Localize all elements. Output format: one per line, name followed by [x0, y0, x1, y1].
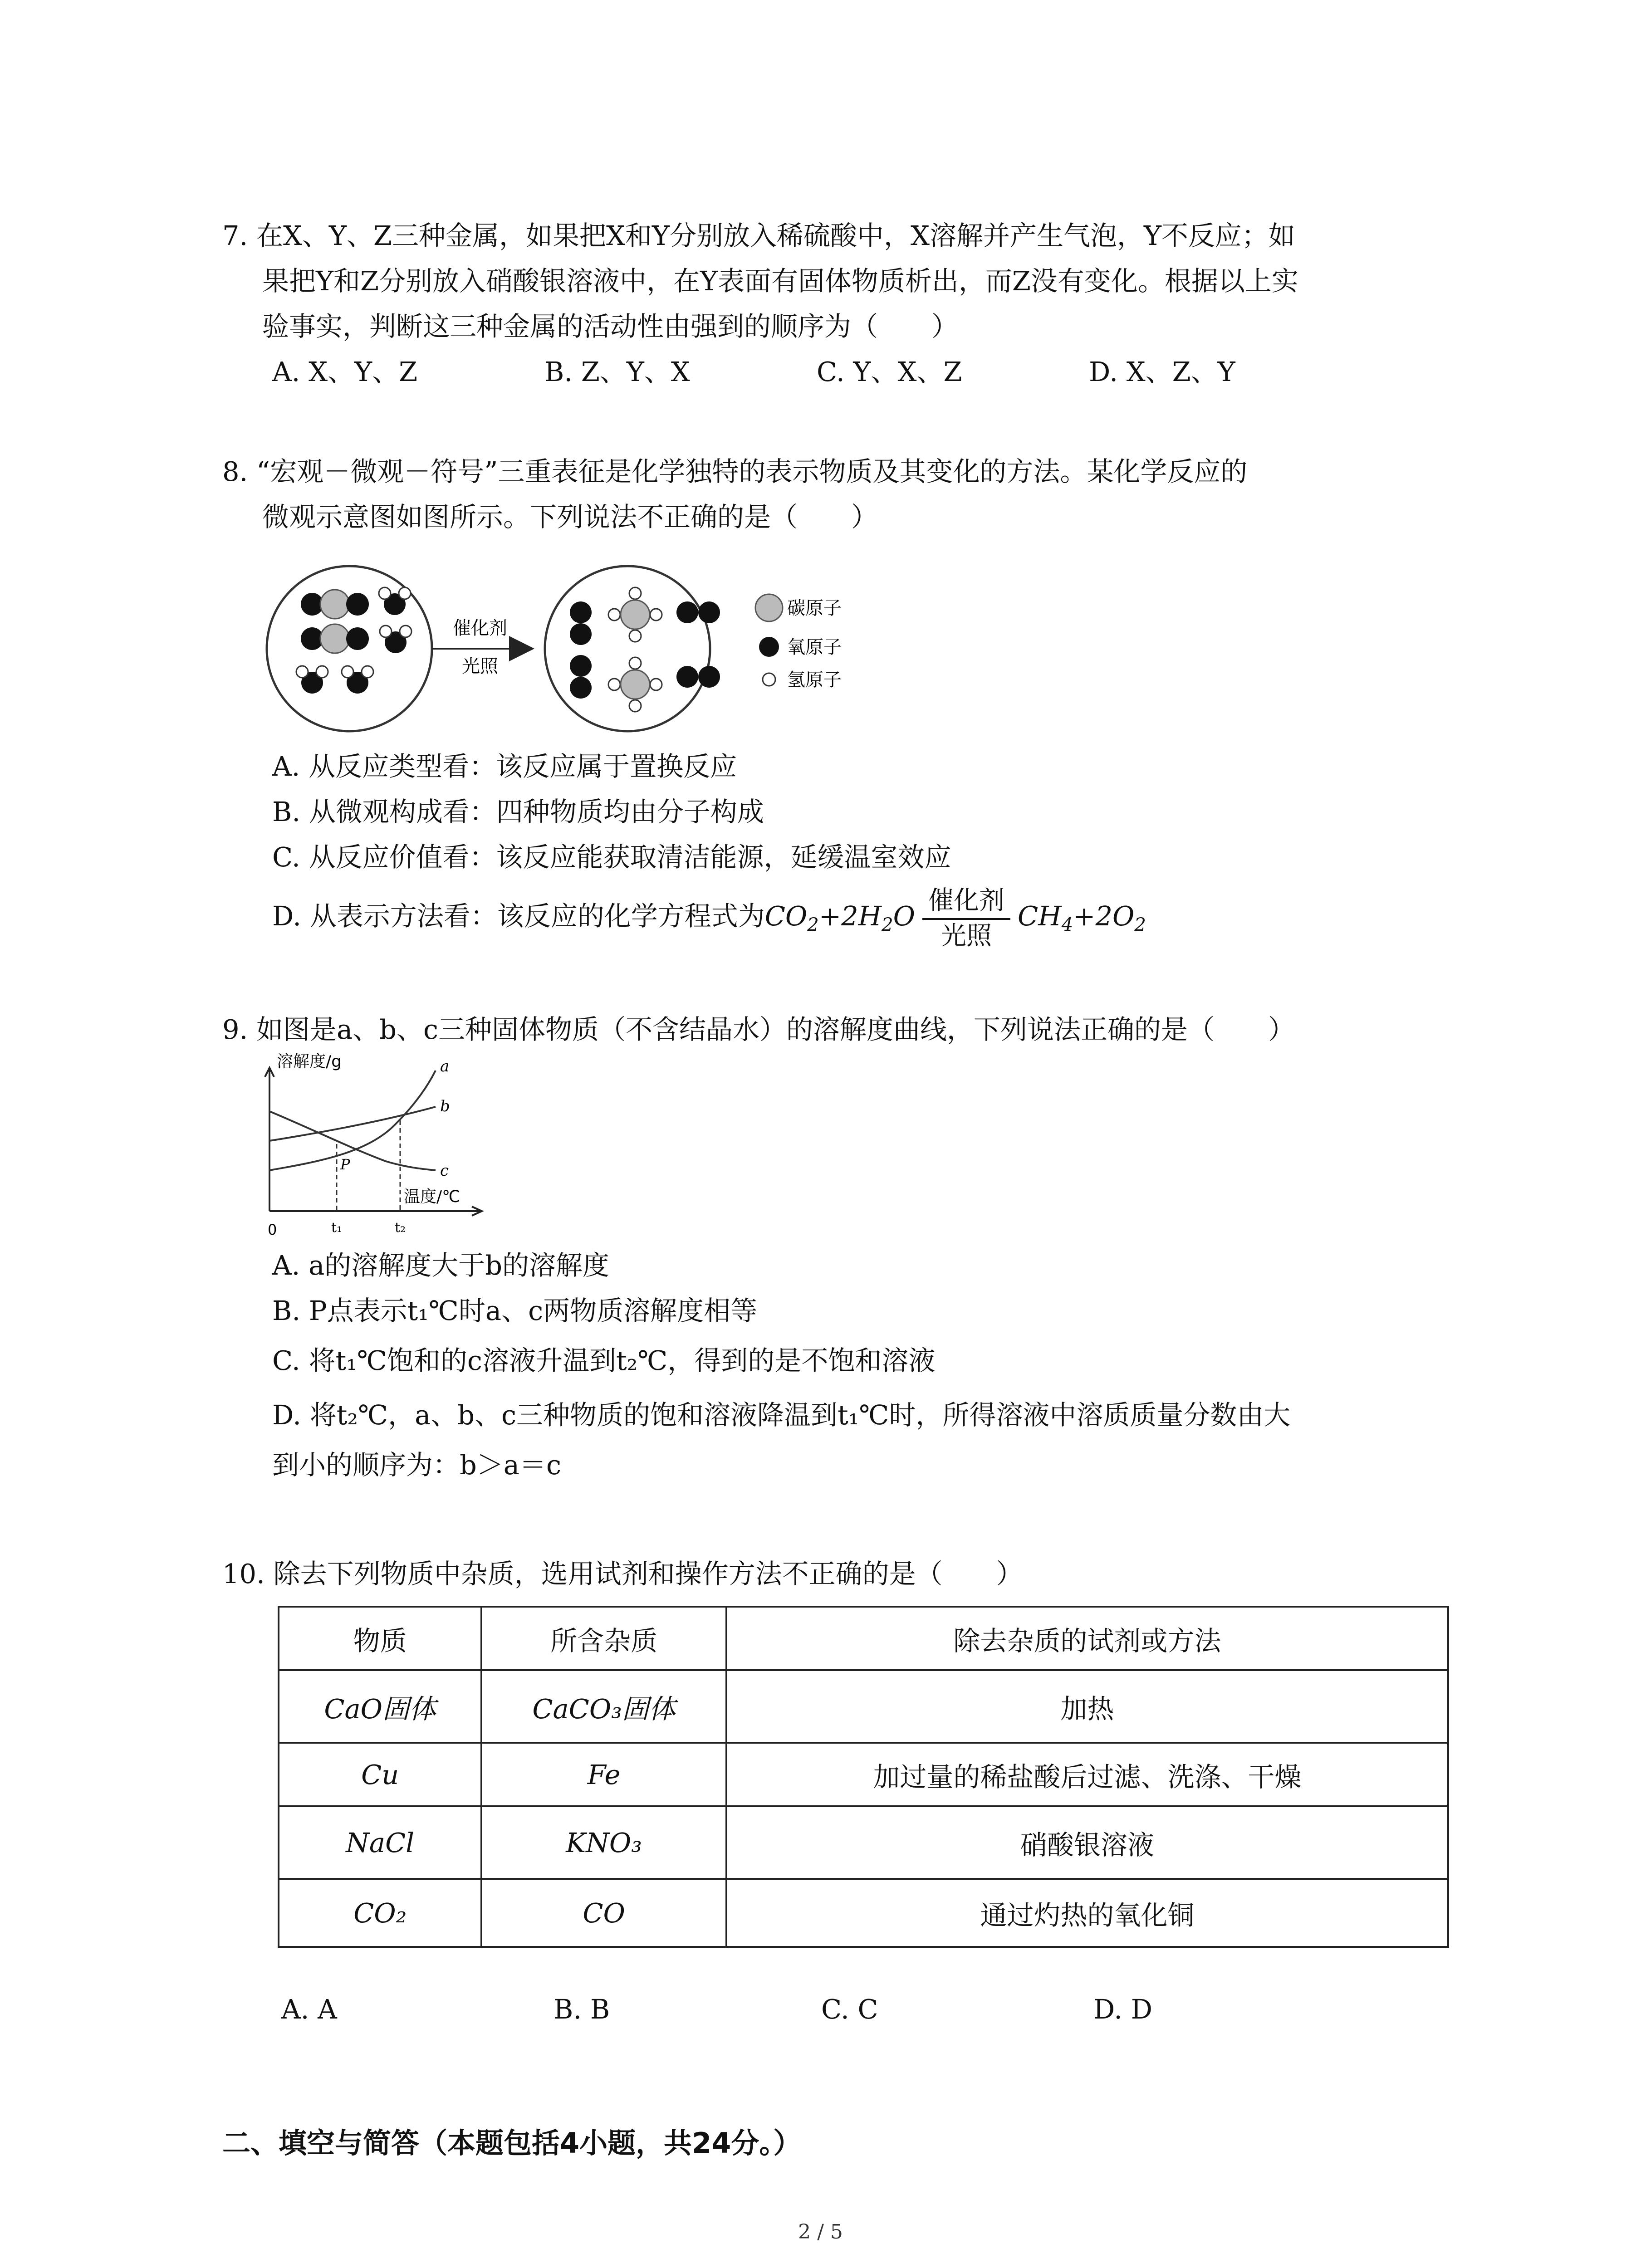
q8-line-1: 8. “宏观－微观－符号”三重表征是化学独特的表示物质及其变化的方法。某化学反应的: [222, 456, 1248, 487]
solubility-svg: [259, 1048, 504, 1247]
y-axis-label: 溶解度/g: [277, 1052, 342, 1071]
q9-options: [222, 1243, 1456, 1497]
table-header-row: [279, 1607, 1448, 1670]
table-cell: 加过量的稀盐酸后过滤、洗涤、干燥: [726, 1743, 1448, 1806]
reaction-micro-diagram: [263, 562, 898, 744]
table-row: [279, 1879, 1448, 1947]
table-cell: KNO₃: [481, 1806, 726, 1879]
table-cell: 加热: [726, 1670, 1448, 1743]
q10-option-b[interactable]: B. B: [554, 1994, 610, 2025]
section-2-heading: 二、填空与简答（本题包括4小题，共24分。）: [222, 2126, 802, 2160]
q9-option-b[interactable]: B. P点表示t₁℃时a、c两物质溶解度相等: [272, 1295, 758, 1326]
table-row: [279, 1670, 1448, 1743]
q8-option-a[interactable]: A. 从反应类型看：该反应属于置换反应: [272, 751, 737, 782]
table-cell: 硝酸银溶液: [726, 1806, 1448, 1879]
q9-line: 9. 如图是a、b、c三种固体物质（不含结晶水）的溶解度曲线，下列说法正确的是（ ）: [222, 1014, 1295, 1045]
figure-legend: [755, 594, 842, 690]
eq-cond-top: 催化剂: [928, 886, 1004, 916]
table-cell: CO₂: [279, 1879, 481, 1947]
question-10: [222, 1551, 1456, 1601]
eq-products: $CH_4+2O_2$: [1017, 900, 1146, 935]
q8-options: [222, 744, 1456, 971]
eq-co2: $CO_2+2H_2O$: [764, 900, 915, 935]
q9-option-c[interactable]: C. 将t₁℃饱和的c溶液升温到t₂℃，得到的是不饱和溶液: [272, 1345, 936, 1376]
q10-option-c[interactable]: C. C: [821, 1994, 878, 2025]
arrow-label-top: 催化剂: [453, 618, 507, 639]
eq-cond-bottom: 光照: [941, 921, 992, 951]
table-cell: Fe: [481, 1743, 726, 1806]
x-axis-label: 温度/℃: [404, 1188, 460, 1206]
table-cell: CO: [481, 1879, 726, 1947]
co2-molecule: [301, 624, 369, 653]
table-cell: CaCO₃固体: [481, 1670, 726, 1743]
eq-cond-line: [922, 918, 1010, 920]
q7-option-d[interactable]: D. X、Z、Y: [1089, 356, 1235, 387]
q7-line-2: 果把Y和Z分别放入硝酸银溶液中，在Y表面有固体物质析出，而Z没有变化。根据以上实: [262, 265, 1298, 297]
q7-option-a[interactable]: A. X、Y、Z: [272, 356, 418, 387]
oxygen-atom-icon: [759, 637, 779, 657]
co2-molecule: [301, 590, 369, 619]
curve-c-label: c: [440, 1162, 449, 1180]
impurity-table: [278, 1606, 1449, 1948]
curve-b-label: b: [440, 1097, 450, 1115]
q9-option-a[interactable]: A. a的溶解度大于b的溶解度: [272, 1250, 610, 1281]
t2-label: t₂: [395, 1220, 406, 1236]
curve-c: [269, 1111, 436, 1170]
carbon-atom-icon: [755, 594, 783, 621]
legend-carbon: 碳原子: [787, 598, 842, 619]
solubility-curve-figure: [259, 1048, 504, 1247]
q10-line: 10. 除去下列物质中杂质，选用试剂和操作方法不正确的是（ ）: [222, 1558, 1023, 1589]
table-header: 物质: [279, 1607, 481, 1670]
table-cell: 通过灼热的氧化铜: [726, 1879, 1448, 1947]
q10-option-d[interactable]: D. D: [1093, 1994, 1153, 2025]
q7-option-c[interactable]: C. Y、X、Z: [817, 356, 962, 387]
q7-line-1: 7. 在X、Y、Z三种金属，如果把X和Y分别放入稀硫酸中，X溶解并产生气泡，Y不反应；如: [222, 220, 1295, 251]
reaction-svg: [263, 562, 898, 744]
table-header: 所含杂质: [481, 1607, 726, 1670]
q7-option-b[interactable]: B. Z、Y、X: [544, 356, 690, 387]
q10-option-a[interactable]: A. A: [281, 1994, 337, 2025]
q10-options: [222, 1987, 1456, 2032]
table-cell: Cu: [279, 1743, 481, 1806]
q7-line-3: 验事实，判断这三种金属的活动性由强到的顺序为（ ）: [262, 311, 959, 342]
q9-option-d[interactable]: D. 将t₂℃，a、b、c三种物质的饱和溶液降温到t₁℃时，所得溶液中溶质质量分数由大: [272, 1399, 1291, 1431]
origin-label: 0: [268, 1221, 277, 1238]
table-cell: NaCl: [279, 1806, 481, 1879]
curve-a-label: a: [440, 1057, 450, 1075]
curve-a: [269, 1070, 436, 1170]
q8-option-d-prefix: D. 从表示方法看：该反应的化学方程式为: [272, 900, 765, 932]
point-p-label: P: [340, 1156, 350, 1173]
curve-b: [269, 1107, 436, 1141]
hydrogen-atom-icon: [763, 673, 775, 686]
table-row: [279, 1806, 1448, 1879]
legend-hydrogen: 氢原子: [787, 670, 842, 690]
q9-option-d-cont: 到小的顺序为：b＞a＝c: [272, 1449, 561, 1481]
question-7: [222, 213, 1456, 404]
page-number: 2 / 5: [798, 2220, 843, 2244]
q8-line-2: 微观示意图如图所示。下列说法不正确的是（ ）: [262, 501, 878, 533]
q8-option-b[interactable]: B. 从微观构成看：四种物质均由分子构成: [272, 796, 764, 827]
q7-options: [222, 349, 1456, 395]
eq-condition: [919, 886, 1014, 950]
q8-option-c[interactable]: C. 从反应价值看：该反应能获取清洁能源，延缓温室效应: [272, 841, 951, 873]
products-circle: [545, 566, 710, 731]
arrow-label-bottom: 光照: [462, 656, 498, 677]
t1-label: t₁: [331, 1220, 343, 1236]
table-cell: CaO固体: [279, 1670, 481, 1743]
table-header: 除去杂质的试剂或方法: [726, 1607, 1448, 1670]
q8-option-d[interactable]: [272, 885, 1146, 951]
table-row: [279, 1743, 1448, 1806]
legend-oxygen: 氧原子: [787, 637, 842, 658]
